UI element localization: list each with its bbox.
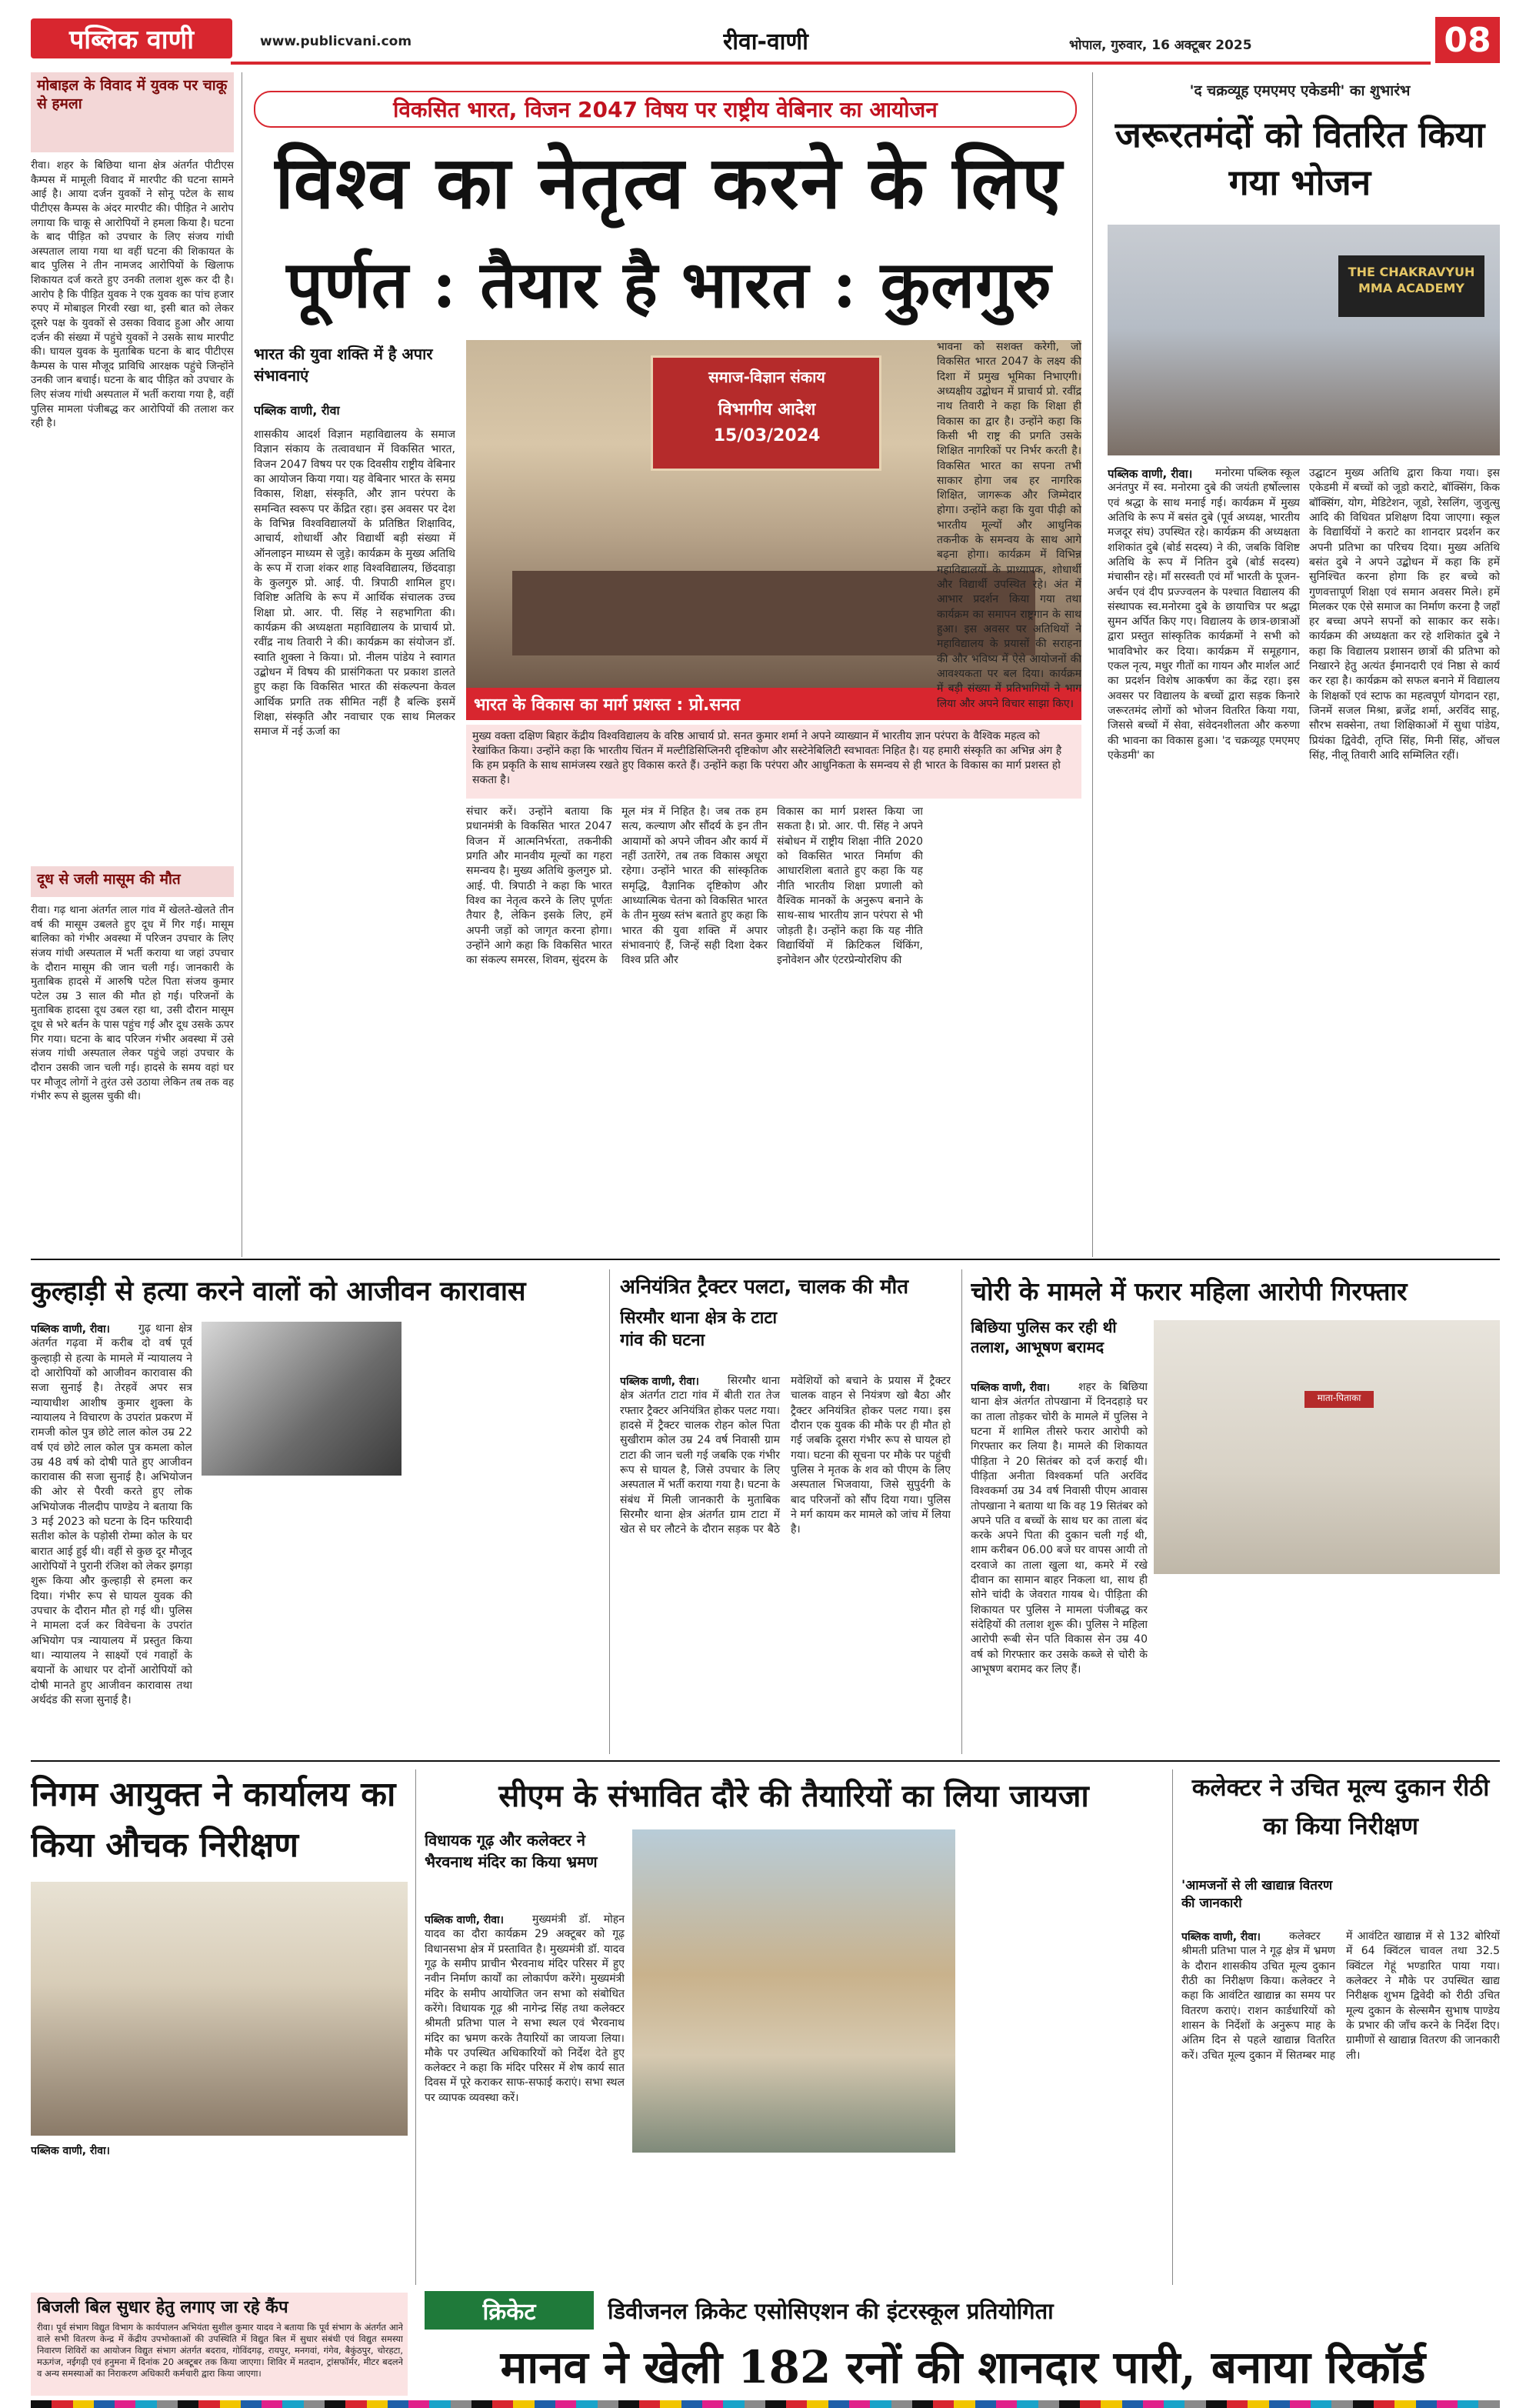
color-swatch [1374,2400,1394,2408]
cricket-headline[interactable]: मानव ने खेली 182 रनों की शानदार पारी, बनाया रिकॉर्ड [500,2341,1426,2393]
cm-photo [632,1829,955,2153]
color-swatch [115,2400,135,2408]
color-swatch [408,2400,429,2408]
right-photo-sign: THE CHAKRAVYUH MMA ACADEMY [1338,255,1484,317]
color-swatch [220,2400,241,2408]
lead-col1: शासकीय आदर्श विज्ञान महाविद्यालय के समाज विज्ञान संकाय के तत्वावधान में विकसित भारत, विजन 2047 विषय पर एक दिवसीय राष्ट्रीय वेबिनार का आयोजन किया गया। यह वेबिनार भारत के समग्र विकास, शिक्षा, संस्कृति, और ज्ञान परंपरा के समन्वित स्वरूप पर केंद्रित रहा। इस अवसर पर देश के विभिन्न विश्वविद्यालयों के प्रतिष्ठित शिक्षाविद, आचार्य, शोधार्थी और विद्यार्थी बड़ी संख्या में ऑनलाइन माध्यम से जुड़े। कार्यक्रम के मुख्य अतिथि के रूप में राजा शंकर शाह विश्वविद्यालय, छिंदवाड़ा के कुलगुरु प्रो. आई. पी. त्रिपाठी शामिल हुए। विशिष्ट अतिथि के रूप में आर्थिक संचालक उच्च शिक्षा प्रो. आर. पी. सिंह ने सहभागिता की। कार्यक्रम की अध्यक्षता महाविद्यालय के प्राचार्य प्रो. रवींद्र नाथ तिवारी ने की। कार्यक्रम का संयोजन डॉ. स्वाति शुक्ला ने किया। प्रो. नीलम पांडेय ने स्वागत उद्बोधन में विषय की प्रासंगिकता पर प्रकाश डालते हुए कहा कि विकसित भारत की संकल्पना केवल आर्थिक प्रगति तक सीमित नहीं है बल्कि इसमें शिक्षा, संस्कृति और नवाचार एक साथ मिलकर समाज में नई ऊर्जा का [254,429,455,739]
color-swatch [262,2400,282,2408]
theft-photo [1154,1320,1500,1574]
color-swatch [849,2400,870,2408]
color-swatch [1017,2400,1038,2408]
theft-headline[interactable]: चोरी के मामले में फरार महिला आरोपी गिरफ्तार [971,1276,1408,1306]
color-swatch [325,2400,345,2408]
color-swatch [1353,2400,1374,2408]
color-swatch [954,2400,975,2408]
color-swatch [157,2400,178,2408]
brand-logo: पब्लिक वाणी [31,18,232,58]
color-swatch [94,2400,115,2408]
photo-date-text: 15/03/2024 [713,426,821,445]
dateline: भोपाल, गुरुवार, 16 अक्टूबर 2025 [1069,38,1252,53]
lead-caption: मुख्य वक्ता दक्षिण बिहार केंद्रीय विश्वविद्यालय के वरिष्ठ आचार्य प्रो. सनत कुमार शर्मा ने अपने व्याख्यान में भारतीय ज्ञान परंपरा के वैश्विक महत्व को रेखांकित किया। उन्होंने कहा कि भारतीय चिंतन में मल्टीडिसिप्लिनरी दृष्टिकोण और सस्टेनेबिलिटी स्वभावतः निहित है। यह हमारी संस्कृति का अभिन्न अंग है कि हम प्रकृति के साथ सामंजस्य रखते हुए विकास करते हैं। उन्होंने कहा कि परंपरा और आधुनिकता के समन्वय से ही भारत के विकास का मार्ग प्रशस्त हो सकता है। [466,725,1081,799]
cm-body-2 [963,1829,1163,2285]
color-swatch [1080,2400,1101,2408]
collector-body: कलेक्टर श्रीमती प्रतिभा पाल ने गूढ़ क्षेत्र में भ्रमण के दौरान शासकीय उचित मूल्य दुकान रीठी का निरीक्षण किया। कलेक्टर ने कहा कि आवंटित खाद्यान्न का समय पर वितरण कराएं। राशन कार्डधारियों को शासन के निर्देशों के अनुरूप माह के अंतिम दिन से पहले खाद्यान्न वितरित करें। उचित मूल्य दुकान में सितम्बर माह में आवंटित खाद्यान्न में से 132 बोरियों में 64 क्विंटल चावल तथा 32.5 क्विंटल गेहूं भण्डारित पाया गया। कलेक्टर ने मौके पर उपस्थित खाद्य निरीक्षक शुभम द्विवेदी को रीठी उचित मूल्य दुकान के सेल्समैन सुभाष पाण्डेय के प्रभार की जाँच करने के निर्देश दिए। ग्रामीणों से खाद्यान्न वितरण की जानकारी ली। [1181,1930,1500,2062]
nigam-byline: पब्लिक वाणी, रीवा। [31,2145,110,2157]
row2-bottom-rule [31,1760,1500,1762]
color-swatch [660,2400,681,2408]
color-swatch [786,2400,807,2408]
color-swatch [345,2400,366,2408]
color-swatch [388,2400,408,2408]
color-swatch [828,2400,849,2408]
color-swatch [681,2400,702,2408]
sidebar-story1-body: रीवा। शहर के बिछिया थाना क्षेत्र अंतर्गत पीटीएस कैम्पस में मामूली विवाद में मारपीट की घटना सामने आई है। आया दर्जन युवकों ने सोनू पटेल के साथ पीटीएस कैम्पस के अंदर मारपीट की। पीड़ित ने आरोप लगाया कि चाकू से आरोपियों ने हमला किया है। घटना के बाद पीड़ित को उपचार के लिए संजय गांधी अस्पताल लाया गया था वहीं घटना की शिकायत के बाद पुलिस ने तीन नामजद आरोपियों के खिलाफ शिकायत दर्ज करते हुए उनकी तलाश शुरू कर दी है। आरोप है कि पीड़ित युवक ने एक युवक का पांच हजार रुपए में मोबाइल गिरवी रखा था, इसी बात को लेकर दूसरे पक्ष के युवकों से उसका विवाद हुआ और आया दर्जन की संख्या में पहुंचे युवकों ने उसके साथ मारपीट की। घायल युवक के मुताबिक घटना के बाद पीटीएस कैम्पस के पास मौजूद प्राविधि आरक्षक पहुंचे जिन्होंने उनकी जान बचाई। घटना के बाद पीड़ित को उपचार के लिए संजय गांधी अस्पताल में भर्ती कराया गया है, वहीं पुलिस मामला पंजीबद्ध कर आरोपियों की तलाश कर रही है। [31,159,234,430]
row2-divider-2 [961,1269,962,1754]
tractor-subhead: सिरमौर थाना क्षेत्र के टाटा गांव की घटना [620,1309,778,1350]
color-swatch [52,2400,72,2408]
color-swatch [1143,2400,1164,2408]
photo-sign-text: विभागीय आदेश [718,400,816,419]
murder-body-3 [411,1322,600,1753]
sidebar-story2-headline[interactable]: दूध से जली मासूम की मौत [31,866,234,897]
color-swatch [471,2400,492,2408]
lead-col5: भावना को सशक्त करेगी, जो विकसित भारत 2047 के लक्ष्य की दिशा में प्रमुख भूमिका निभाएगी। अध्यक्षीय उद्बोधन में प्राचार्य प्रो. रवींद्र नाथ तिवारी ने कहा कि शिक्षा ही विकास का द्वार है। उन्होंने कहा कि किसी भी राष्ट्र की प्रगति उसके शिक्षित नागरिकों पर निर्भर करती है। विकसित भारत का सपना तभी साकार होगा जब हर नागरिक शिक्षित, जागरूक और जिम्मेदार होगा। उन्होंने कहा कि युवा पीढ़ी को भारतीय मूल्यों और आधुनिक तकनीक के समन्वय के साथ आगे बढ़ना होगा। कार्यक्रम में विभिन्न महाविद्यालयों के प्राध्यापक, शोधार्थी और विद्यार्थी उपस्थित रहे। अंत में आभार प्रदर्शन किया गया तथा कार्यक्रम का समापन राष्ट्रगान के साथ हुआ। इस अवसर पर अतिथियों ने महाविद्यालय के प्रयासों की सराहना की और भविष्य में ऐसे आयोजनों की आवश्यकता पर बल दिया। कार्यक्रम में बड़ी संख्या में प्रतिभागियों ने भाग लिया और अपने विचार साझा किए। [937,341,1081,710]
color-swatch [513,2400,534,2408]
color-swatch [765,2400,786,2408]
color-swatch [31,2400,52,2408]
color-swatch [1101,2400,1121,2408]
theft-body: शहर के बिछिया थाना क्षेत्र अंतर्गत तोपखाना में दिनदहाड़े घर का ताला तोड़कर चोरी के मामले में पुलिस ने घटना में शामिल तीसरे फरार आरोपी को गिरफ्तार कर लिया है। मामले की शिकायत पीड़िता ने 20 सितंबर को दर्ज कराई थी। पीड़िता अनीता विश्वकर्मा पति अरविंद विश्वकर्मा उम्र 34 वर्ष निवासी पीएम आवास तोपखाना ने बताया था कि वह 19 सितंबर को अपने पति व बच्चों के साथ घर का ताला बंद करके अपने पिता की दुकान चली गई थी, शाम करीबन 06.00 बजे घर वापस आयी तो दरवाजे का ताला खुला था, कमरे में रखे दीवान का सामान बाहर निकला था, साथ ही सोने चांदी के जेवरात गायब थे। पीड़िता की शिकायत पर पुलिस ने मामला पंजीबद्ध कर संदेहियों की तलाश शुरू की। पुलिस ने महिला आरोपी रूबी सेन पति विकास सेन उम्र 40 वर्ष को गिरफ्तार कर उसके कब्जे से चोरी के आभूषण बरामद कर लिए हैं। [971,1381,1148,1676]
color-swatch [996,2400,1017,2408]
color-swatch [492,2400,513,2408]
color-swatch [1122,2400,1143,2408]
nigam-headline[interactable]: निगम आयुक्त ने कार्यालय का किया औचक निरीक्षण [31,1775,396,1865]
collector-byline: पब्लिक वाणी, रीवा। [1181,1931,1261,1943]
color-swatch [135,2400,156,2408]
lead-headline-1[interactable]: विश्व का नेतृत्व करने के लिए [275,141,1064,225]
color-swatch [1206,2400,1227,2408]
row3-divider-2 [1172,1769,1173,2285]
row3-divider-1 [415,1769,416,2285]
color-swatch [1331,2400,1352,2408]
color-swatch [912,2400,933,2408]
website-url[interactable]: www.publicvani.com [260,34,412,49]
color-swatch [1227,2400,1248,2408]
nigam-body-col1 [31,2143,215,2286]
color-swatch [975,2400,996,2408]
color-swatch [702,2400,723,2408]
lead-kicker: विकसित भारत, विजन 2047 विषय पर राष्ट्रीय वेबिनार का आयोजन [254,91,1077,128]
color-swatch [555,2400,576,2408]
right-headline[interactable]: जरूरतमंदों को वितरित किया गया भोजन [1115,114,1485,204]
right-col2: उद्घाटन मुख्य अतिथि द्वारा किया गया। इस एकेडमी में बच्चों को जूडो कराटे, बॉक्सिंग, किक बॉक्सिंग, योग, मेडिटेशन, जूडो, रेसलिंग, जुजुत्सु आदि की विधिवत प्रशिक्षण दिया जाएगा। स्कूल के विद्यार्थियों ने कराटे का शानदार प्रदर्शन कर अपनी प्रतिभा का परिचय दिया। मुख्य अतिथि बसंत दुबे ने अपने उद्बोधन में कहा कि हमें सुनिश्चित करना होगा कि हर बच्चे को गुणवत्तापूर्ण शिक्षा एवं समान अवसर मिले। हमें मिलकर एक ऐसे समाज का निर्माण करना है जहाँ हर बच्चा अपने सपनों को साकार कर सके। कार्यक्रम की अध्यक्षता कर रहे शशिकांत दुबे ने कहा कि विद्यालय प्रशासन छात्रों की प्रतिभा को निखारने हेतु अत्यंत ईमानदारी एवं निष्ठा से कार्य कर रहा है। कार्यक्रम को सफल बनाने में विद्यालय के शिक्षकों एवं स्टाफ का महत्वपूर्ण योगदान रहा, जिनमें सजल मिश्रा, ब्रजेंद्र शर्मा, अरविंद साहू, सौरभ सक्सेना, तथा शिक्षिकाओं में सुधा पांडेय, प्रियंका द्विवेदी, तृप्ति सिंह, मिनी सिंह, ऑचल सिंह, नीलू तिवारी आदि सम्मिलित रहीं। [1309,467,1500,762]
color-swatch [1311,2400,1331,2408]
lead-col3: मूल मंत्र में निहित है। जब तक हम सत्य, कल्याण और सौंदर्य के इन तीन आयामों को अपने जीवन और कार्य में नहीं उतारेंगे, तब तक विकास अधूरा रहेगा। उन्होंने भारत की सांस्कृतिक समृद्धि, वैज्ञानिक दृष्टिकोण और आध्यात्मिक चेतना को विकसित भारत के तीन मुख्य स्तंभ बताते हुए कहा कि भारत की युवा शक्ति में अपार संभावनाएं हैं, जिन्हें सही दिशा देकर विश्व प्रति और [621,805,768,967]
sidebar-story1-headline[interactable]: मोबाइल के विवाद में युवक पर चाकू से हमला [31,72,234,152]
electric-headline[interactable]: बिजली बिल सुधार हेतु लगाए जा रहे कैंप [37,2298,288,2317]
nigam-photo [31,1882,408,2136]
murder-headline[interactable]: कुल्हाड़ी से हत्या करने वालों को आजीवन कारावास [31,1276,526,1307]
right-byline: पब्लिक वाणी, रीवा। [1108,467,1193,481]
color-swatch [723,2400,744,2408]
murder-body-2 [202,1483,401,1753]
right-kicker: 'द चक्रव्यूह एमएमए एकेडमी' का शुभारंभ [1189,82,1411,99]
collector-headline[interactable]: कलेक्टर ने उचित मूल्य दुकान रीठी का किया निरीक्षण [1191,1774,1490,1840]
cm-headline[interactable]: सीएम के संभावित दौरे की तैयारियों का लिया जायजा [498,1779,1089,1814]
lead-byline: पब्लिक वाणी, रीवा [254,403,340,418]
color-swatch [1290,2400,1311,2408]
tractor-byline: पब्लिक वाणी, रीवा। [620,1376,699,1388]
color-swatch [870,2400,891,2408]
color-swatch [178,2400,198,2408]
right-photo [1108,225,1500,455]
color-swatch [1269,2400,1290,2408]
lead-col4: विकास का मार्ग प्रशस्त किया जा सकता है। प्रो. आर. पी. सिंह ने अपने संबोधन में राष्ट्रीय शिक्षा नीति 2020 को विकसित भारत निर्माण की आधारशिला बताते हुए कहा कि यह नीति भारतीय शिक्षा प्रणाली को वैश्विक मानकों के अनुरूप बनाने के साथ-साथ भारतीय ज्ञान परंपरा से भी जोड़ती है। उन्होंने कहा कि यह नीति विद्यार्थियों में क्रिटिकल थिंकिंग, इनोवेशन और एंटरप्रेन्योरशिप की [777,805,923,967]
color-swatch [1038,2400,1059,2408]
cm-body: मुख्यमंत्री डॉ. मोहन यादव का दौरा कार्यक्रम 29 अक्टूबर को गूढ़ विधानसभा क्षेत्र में प्रस्तावित है। मुख्यमंत्री डॉ. यादव गूढ़ के समीप प्राचीन भैरवनाथ मंदिर परिसर में हुए नवीन निर्माण कार्यों का लोकार्पण करेंगे। मुख्यमंत्री मंदिर के समीप आयोजित जन सभा को संबोधित करेंगे। विधायक गूढ़ श्री नागेन्द्र सिंह तथा कलेक्टर श्रीमती प्रतिभा पाल ने सभा स्थल एवं भैरवनाथ मंदिर का भ्रमण करके तैयारियों का जायजा लिया। मौके पर उपस्थित अधिकारियों को निर्देश देते हुए कलेक्टर ने कहा कि मंदिर परिसर में शेष कार्य सात दिवस में पूरे कराकर साफ-सफाई कराएं। सभा स्थल पर व्यापक व्यवस्था करें। [425,1913,625,2104]
color-swatch [535,2400,555,2408]
lead-right-divider [1092,72,1093,1257]
color-swatch [1394,2400,1415,2408]
color-swatch [1416,2400,1437,2408]
theft-byline: पब्लिक वाणी, रीवा। [971,1382,1050,1394]
lead-deck: भारत की युवा शक्ति में है अपार संभावनाएं [254,345,433,385]
color-swatch [198,2400,219,2408]
lead-headline-2[interactable]: पूर्णत : तैयार है भारत : कुलगुरु [286,246,1052,322]
color-swatch [1478,2400,1499,2408]
murder-photo [202,1322,401,1476]
electric-body: रीवा। पूर्व संभाग विद्युत विभाग के कार्यपालन अभियंता सुशील कुमार यादव ने बताया कि पूर्व संभाग के अंतर्गत आने वाले सभी वितरण केन्द्र में केंद्रीय उपभोक्ताओं की उपस्थिति में विद्युत बिल में सुधार संबंधी एवं विद्युत समस्या निवारण शिविरों का आयोजन विद्युत संभाग अंतर्गत बदराव, गोविंदगढ़, रायपुर, मनगवां, गंगेव, बैकुंठपुर, चोरहटा, मऊगंज, नईगढ़ी एवं हनुमना में दिनांक 20 अक्टूबर तक किया जाएगा। शिविर में मतदान, ट्रांसफॉर्मर, मीटर बदलने व अन्य समस्याओं का निराकरण अधिकारी कर्मचारी द्वारा किया जाएगा। [37,2322,403,2379]
color-swatch [1437,2400,1458,2408]
color-swatch [618,2400,639,2408]
color-swatch [933,2400,954,2408]
color-swatch [807,2400,828,2408]
color-swatch [639,2400,660,2408]
color-swatch [241,2400,262,2408]
color-swatch [304,2400,325,2408]
tractor-body: सिरमौर थाना क्षेत्र अंतर्गत टाटा गांव में बीती रात तेज रफ्तार ट्रैक्टर अनियंत्रित होकर पलट गया। हादसे में ट्रैक्टर चालक रोहन कोल पिता सुखीराम कोल उम्र 24 वर्ष निवासी ग्राम टाटा की जान चली गई जबकि एक गंभीर रूप से घायल है, जिसे उपचार के लिए अस्पताल में भर्ती कराया गया है। घटना के संबंध में मिली जानकारी के मुताबिक सिरमौर थाना क्षेत्र अंतर्गत ग्राम टाटा में खेत से घर लौटने के दौरान सड़क पर बैठे मवेशियों को बचाने के प्रयास में ट्रैक्टर चालक वाहन से नियंत्रण खो बैठा और ट्रैक्टर अनियंत्रित होकर पलट गया। इस दौरान एक युवक की मौके पर ही मौत हो गई जबकि दूसरा गंभीर रूप से घायल हो गया। घटना की सूचना पर मौके पर पहुंची पुलिस ने मृतक के शव को पीएम के लिए अस्पताल भिजवाया, जिसे सुपुर्दगी के बाद परिजनों को सौंप दिया गया। पुलिस ने मर्ग कायम कर मामले को जांच में लिया है। [620,1375,951,1536]
row2-divider-1 [609,1269,610,1754]
page-number: 08 [1435,17,1500,63]
tractor-headline[interactable]: अनियंत्रित ट्रैक्टर पलटा, चालक की मौत [620,1276,909,1299]
color-swatch [576,2400,597,2408]
section-title: रीवा-वाणी [723,28,808,55]
cm-byline: पब्लिक वाणी, रीवा। [425,1914,504,1926]
collector-subhead: 'आमजनों से ली खाद्यान्न वितरण की जानकारी [1181,1878,1333,1911]
murder-byline: पब्लिक वाणी, रीवा। [31,1323,110,1336]
color-swatch [1458,2400,1478,2408]
theft-subhead: बिछिया पुलिस कर रही थी तलाश, आभूषण बरामद [971,1318,1117,1356]
color-swatch [598,2400,618,2408]
theft-body-2 [1154,1580,1500,1753]
color-swatch [891,2400,912,2408]
lead-col2: संचार करें। उन्होंने बताया कि प्रधानमंत्री के विकसित भारत 2047 विजन में आत्मनिर्भरता, तकनीकी प्रगति और मानवीय मूल्यों का गहरा समन्वय है। मुख्य अतिथि कुलगुरु प्रो. आई. पी. त्रिपाठी ने कहा कि भारत विश्व का नेतृत्व करने के लिए पूर्णतः तैयार है, लेकिन इसके लिए, हमें अपनी जड़ों को जागृत करना होगा। उन्होंने आगे कहा कि विकसित भारत का संकल्प समरस, शिवम, सुंदरम के [466,805,612,967]
color-swatch [282,2400,303,2408]
theft-photo-sign: माता-पिताका [1304,1391,1374,1408]
row1-bottom-rule [31,1259,1500,1260]
color-swatch [1059,2400,1080,2408]
color-swatch [73,2400,94,2408]
color-swatch [745,2400,765,2408]
color-registration-strip [31,2400,1500,2408]
cricket-tag: क्रिकेट [425,2291,594,2330]
sidebar-story2-body: रीवा। गढ़ थाना अंतर्गत लाल गांव में खेलते-खेलते तीन वर्ष की मासूम उबलते हुए दूध में गिर गई। मासूम बालिका को गंभीर अवस्था में परिजन उपचार के लिए संजय गांधी अस्पताल में भर्ती कराया था जहां उपचार के दौरान मासूम की जान चली गई। जानकारी के मुताबिक हादसे में आरुषि पटेल पिता संजय कुमार पटेल उम्र 3 साल की मौत हो गई। परिजनों के मुताबिक हादसा दूध उबल रहा था, उसी दौरान मासूम दूध से भरे बर्तन के पास पहुंच गई और दूध उसके ऊपर गिर गया। घटना के बाद परिजन गंभीर अवस्था में उसे संजय गांधी अस्पताल लेकर पहुंचे जहां उपचार के दौरान उसकी जान चली गई। हादसे के समय वहां घर पर मौजूद लोगों ने तुरंत उसे उठाया लेकिन तब तक वह गंभीर रूप से झुलस चुकी थी। [31,904,234,1103]
color-swatch [429,2400,450,2408]
masthead-rule [231,62,1431,65]
right-col1: मनोरमा पब्लिक स्कूल अनंतपुर में स्व. मनोरमा दुबे की जयंती हर्षोल्लास एवं श्रद्धा के साथ मनाई गई। कार्यक्रम में मुख्य अतिथि के रूप में बसंत दुबे (पूर्व अध्यक्ष, भारतीय मजदूर संघ) उपस्थित रहे। कार्यक्रम की अध्यक्षता शशिकांत दुबे (बोर्ड सदस्य) ने की, जबकि विशिष्ट अतिथि के रूप में नितिन दुबे (बोर्ड सदस्य) मंचासीन रहे। माँ सरस्वती एवं माँ भारती के पूजन-अर्चन एवं दीप प्रज्ज्वलन के पश्चात विद्यालय की संस्थापक स्व.मनोरमा दुबे के छायाचित्र पर श्रद्धा सुमन अर्पित किए गए। विद्यालय के छात्र-छात्राओं द्वारा प्रस्तुत सांस्कृतिक कार्यक्रमों ने सभी को भावविभोर कर दिया। कार्यक्रम में समूहगान, एकल नृत्य, मधुर गीतों का गायन और मार्शल आर्ट का प्रदर्शन विशेष आकर्षण का केंद्र रहा। इस अवसर पर विद्यालय के बच्चों द्वारा सड़क किनारे जरूरतमंद लोगों को भोजन वितरित किया गया, जिससे बच्चों में सेवा, संवेदनशीलता और करुणा की भावना का विकास हुआ। 'द चक्रव्यूह एमएमए एकेडमी' का [1108,467,1300,762]
color-swatch [1248,2400,1268,2408]
murder-body: गुढ़ थाना क्षेत्र अंतर्गत गढ़वा में करीब दो वर्ष पूर्व कुल्हाड़ी से हत्या के मामले में न्यायालय ने दो आरोपियों को आजीवन कारावास की सजा सुनाई है। तेरहवें अपर सत्र न्यायाधीश आशीष कुमार शुक्ला के न्यायालय ने विचारण के उपरांत प्रकरण में रामजी कोल पुत्र छोटे लाल कोल उम्र 22 वर्ष एवं छोटे लाल कोल पुत्र कमला कोल उम्र 48 वर्ष को दोषी पाते हुए आजीवन कारावास की सजा सुनाई है। अभियोजन की ओर से पैरवी करते हुए लोक अभियोजक नीलदीप पाण्डेय ने बताया कि 3 मई 2023 को घटना के दिन फरियादी सतीश कोल के पड़ोसी रोम्मा कोल के घर बारात आई हुई थी। वहीं से कुछ दूर मौजूद आरोपियों ने पुरानी रंजिश को लेकर झगड़ा शुरू किया और कुल्हाड़ी से हमला कर दिया। गंभीर रूप से घायल युवक की उपचार के दौरान मौत हो गई थी। पुलिस ने मामला दर्ज कर विवेचना के उपरांत अभियोग पत्र न्यायालय में प्रस्तुत किया था। न्यायालय ने साक्ष्यों एवं गवाहों के बयानों के आधार पर दोनों आरोपियों को दोषी मानते हुए आजीवन कारावास तथा अर्थदंड की सजा सुनाई है। [31,1322,192,1706]
photo-banner-text: समाज-विज्ञान संकाय [708,368,825,386]
cm-subhead: विधायक गूढ़ और कलेक्टर ने भैरवनाथ मंदिर का किया भ्रमण [425,1831,598,1871]
color-swatch [1184,2400,1205,2408]
color-swatch [367,2400,388,2408]
lead-caption-title: भारत के विकास का मार्ग प्रशस्त : प्रो.सनत [466,688,1081,720]
color-swatch [451,2400,471,2408]
cricket-kicker: डिवीजनल क्रिकेट एसोसिएशन की इंटरस्कूल प्रतियोगिता [608,2298,1054,2324]
color-swatch [1164,2400,1184,2408]
